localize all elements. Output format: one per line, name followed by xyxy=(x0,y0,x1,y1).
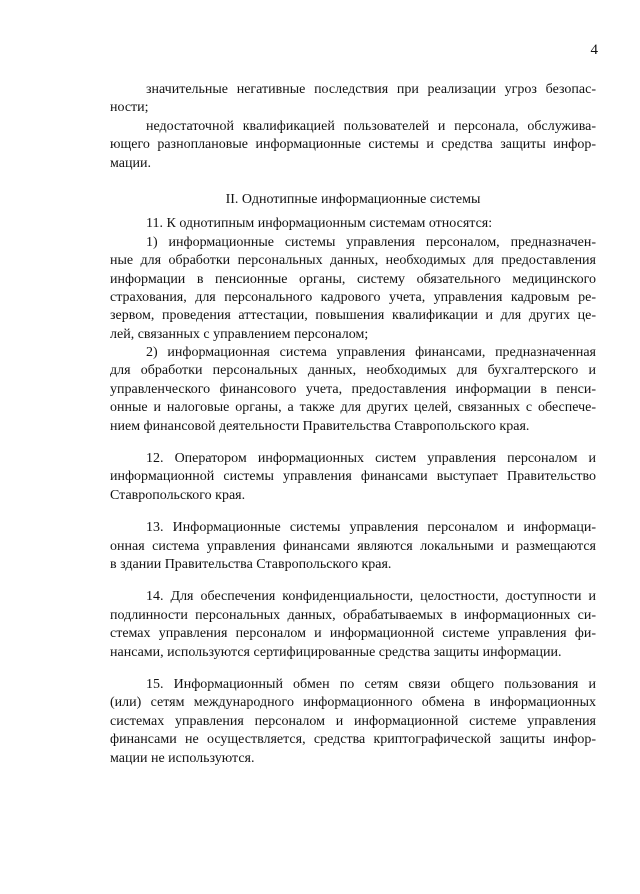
paragraph-11 xyxy=(110,215,596,436)
text-line: (или) сетям международного информационного обмена в информационных xyxy=(110,695,596,711)
text-line: стемах управления персоналом и информационной системе управления фи- xyxy=(110,626,596,642)
text-line: в здании Правительства Ставропольского края. xyxy=(110,556,392,572)
text-line: подлинности персональных данных, обрабатываемых в информационных си- xyxy=(110,607,596,623)
text-line: нием финансовой деятельности Правительства Ставропольского края. xyxy=(110,418,530,434)
paragraph-15 xyxy=(110,676,596,768)
text-line: недостаточной квалификацией пользователей и персонала, обслужива- xyxy=(146,118,596,134)
text-line: информации в пенсионные органы, систему обязательного медицинского xyxy=(110,271,596,287)
document-body xyxy=(110,81,596,768)
text-line: 13. Информационные системы управления персоналом и информаци- xyxy=(146,520,596,536)
text-line: онные и налоговые органы, а также для других целей, связанных с обеспече- xyxy=(110,400,596,416)
text-line: Ставропольского края. xyxy=(110,487,246,503)
text-line: ности; xyxy=(110,100,149,116)
text-line: страхования, для персонального кадрового учета, управления кадровым ре- xyxy=(110,289,596,305)
paragraph-14 xyxy=(110,588,596,662)
text-line: информационной системы управления финансами выступает Правительство xyxy=(110,469,596,485)
text-line: 14. Для обеспечения конфиденциальности, целостности, доступности и xyxy=(146,589,596,605)
text-line: ющего разноплановые информационные системы и средства защиты инфор- xyxy=(110,137,596,153)
text-line: значительные негативные последствия при реализации угроз безопас- xyxy=(146,82,596,97)
text-line: финансами не осуществляется, средства криптографической защиты инфор- xyxy=(110,732,596,748)
text-line: управленческого финансового учета, предоставления информации в пенси- xyxy=(110,381,596,397)
text-line: зервом, проведения аттестации, повышения квалификации и для других це- xyxy=(110,308,596,324)
page-number: 4 xyxy=(590,42,598,58)
text-line: 12. Оператором информационных систем управления персоналом и xyxy=(146,451,596,467)
text-line: 11. К однотипным информационным системам относятся: xyxy=(146,216,493,232)
text-line: ные для обработки персональных данных, необходимых для предоставления xyxy=(110,253,596,269)
text-line: лей, связанных с управлением персоналом; xyxy=(110,326,369,342)
text-line: онная система управления финансами являются локальными и размещаются xyxy=(110,538,596,554)
text-line: нансами, используются сертифицированные средства защиты информации. xyxy=(110,644,562,660)
text-line: для обработки персональных данных, необходимых для бухгалтерского и xyxy=(110,363,596,379)
text-line: мации не используются. xyxy=(110,750,255,766)
text-line: 15. Информационный обмен по сетям связи общего пользования и xyxy=(146,676,596,692)
text-line: системах управления персоналом и информационной системе управления xyxy=(110,713,596,729)
paragraph-13 xyxy=(110,519,596,574)
text-line: 2) информационная система управления финансами, предназначенная xyxy=(146,345,596,361)
section-heading: II. Однотипные информационные системы xyxy=(225,191,481,207)
paragraph-12 xyxy=(110,450,596,505)
text-line: мации. xyxy=(110,155,151,171)
intro-paragraph xyxy=(110,81,596,173)
text-line: 1) информационные системы управления персоналом, предназначен- xyxy=(146,234,596,250)
